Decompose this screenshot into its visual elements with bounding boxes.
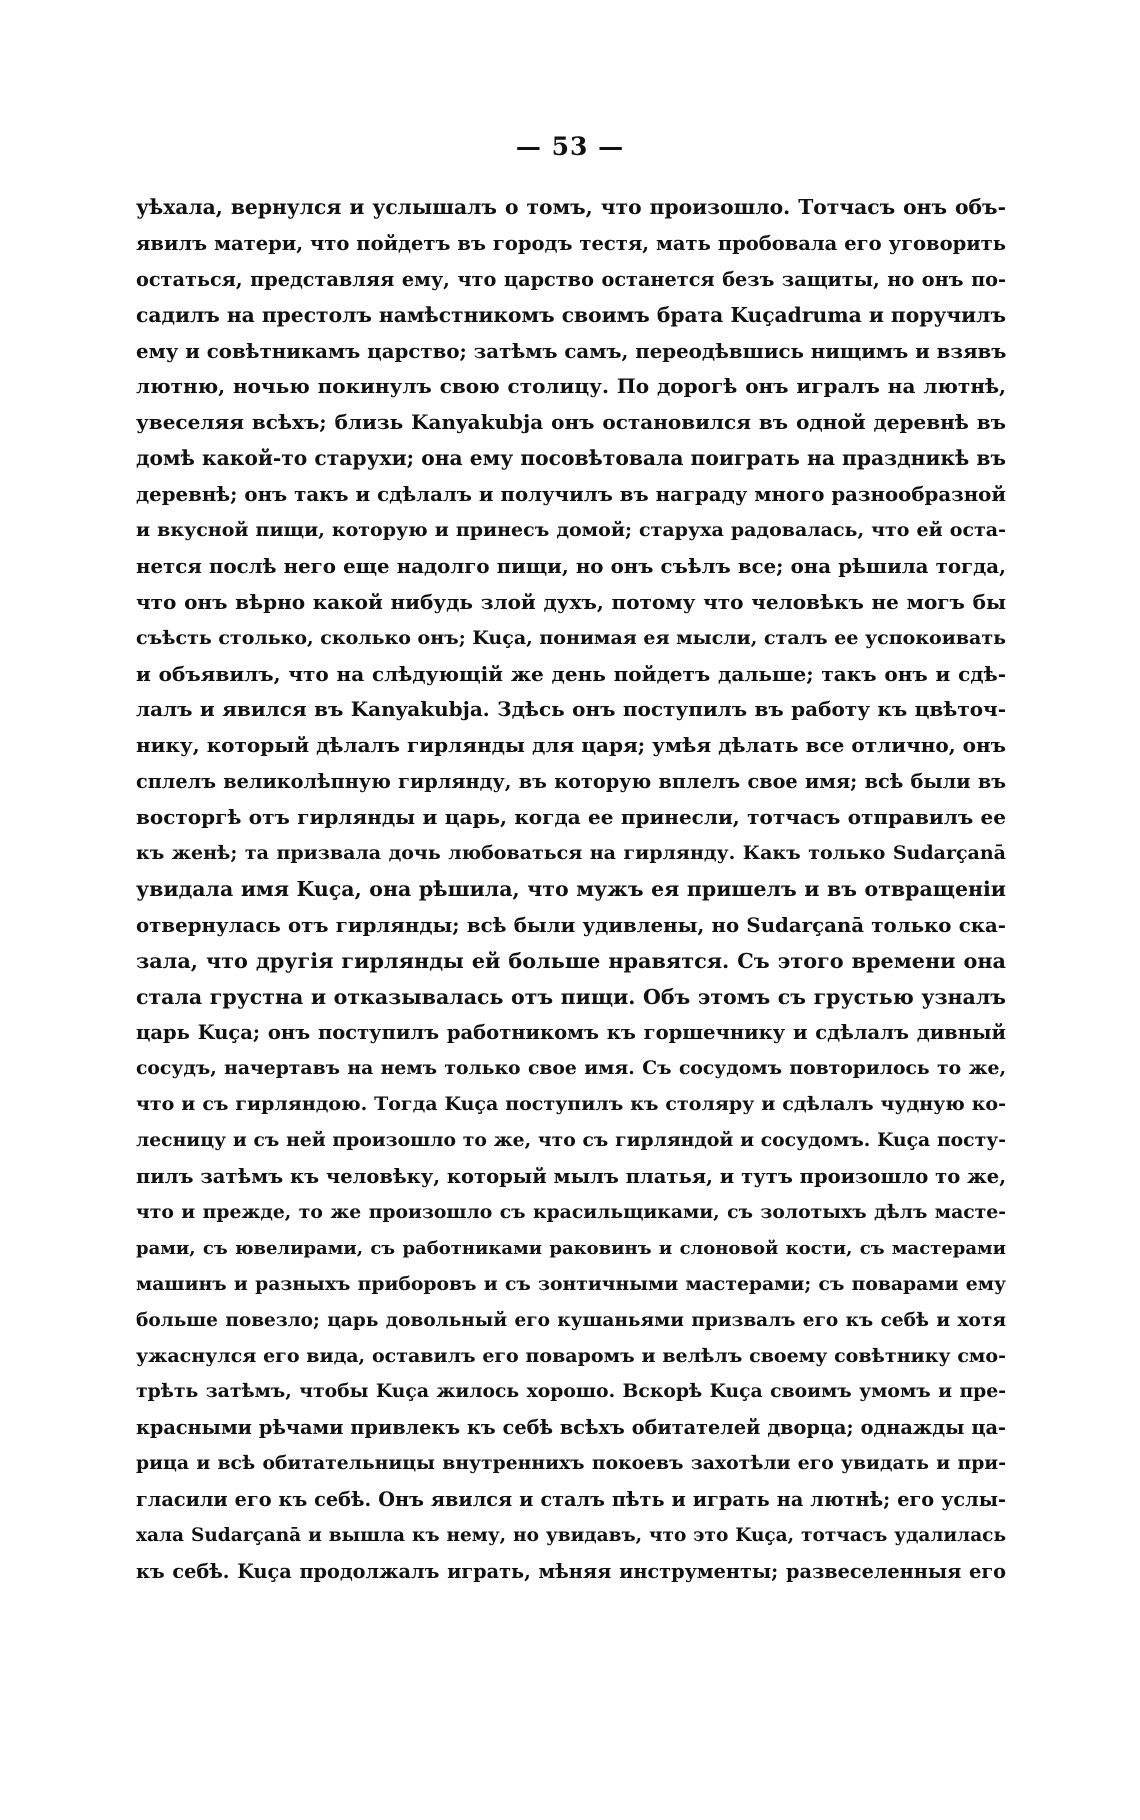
text-line: и объявилъ, что на слѣдующій же день пойдетъ дальше; такъ онъ и сдѣ- (136, 661, 1006, 686)
text-line: рами, съ ювелирами, съ работниками раковинъ и слоновой кости, съ мастерами (136, 1237, 1006, 1259)
text-line: къ женѣ; та призвала дочь любоваться на гирлянду. Какъ только Sudarçanā (136, 842, 1006, 865)
text-line: увидала имя Kuça, она рѣшила, что мужъ ея пришелъ и въ отвращеніи (136, 876, 1006, 901)
text-line: лютню, ночью покинулъ свою столицу. По дорогѣ онъ игралъ на лютнѣ, (136, 374, 1006, 399)
text-line: больше повезло; царь довольный его кушаньями призвалъ его къ себѣ и хотя (136, 1309, 1006, 1331)
text-line: лесницу и съ ней произошло то же, что съ гирляндой и сосудомъ. Kuça посту- (136, 1129, 1006, 1152)
text-line: садилъ на престолъ намѣстникомъ своимъ брата Kuçadruma и поручилъ (136, 302, 1006, 327)
text-line: уѣхала, вернулся и услышалъ о томъ, что произошло. Тотчасъ онъ объ- (136, 195, 1006, 219)
text-line: явилъ матери, что пойдетъ въ городъ тестя, мать пробовала его уговорить (136, 231, 1006, 255)
text-line: что и съ гирляндою. Тогда Kuça поступилъ къ столяру и сдѣлалъ чудную ко- (136, 1093, 1006, 1116)
body-text (136, 190, 1006, 1590)
text-line: отвернулась отъ гирлянды; всѣ были удивлены, но Sudarçanā только ска- (136, 912, 1006, 937)
text-line: увеселяя всѣхъ; близь Kanyakubja онъ остановился въ одной деревнѣ въ (136, 410, 1006, 435)
text-line: что и прежде, то же произошло съ красильщиками, съ золотыхъ дѣлъ масте- (136, 1200, 1006, 1223)
text-line: нику, который дѣлалъ гирлянды для царя; умѣя дѣлать все отлично, онъ (136, 733, 1006, 758)
text-line: пилъ затѣмъ къ человѣку, который мылъ платья, и тутъ произошло то же, (136, 1165, 1006, 1189)
text-line: съѣсть столько, сколько онъ; Kuça, понимая ея мысли, сталъ ее успокоивать (136, 626, 1006, 649)
text-line: деревнѣ; онъ такъ и сдѣлалъ и получилъ въ награду много разнообразной (136, 482, 1006, 507)
text-line: хала Sudarçanā и вышла къ нему, но увидавъ, что это Kuça, тотчасъ удалилась (136, 1524, 1006, 1546)
text-line: зала, что другія гирлянды ей больше нравятся. Съ этого времени она (136, 948, 1006, 973)
text-line: красными рѣчами привлекъ къ себѣ всѣхъ обитателей дворца; однажды ца- (136, 1416, 1006, 1440)
page-number: — 53 — (515, 132, 625, 161)
text-line: что онъ вѣрно какой нибудь злой духъ, потому что человѣкъ не могъ бы (136, 589, 1006, 614)
text-line: царь Kuça; онъ поступилъ работникомъ къ горшечнику и сдѣлалъ дивный (136, 1021, 1006, 1045)
text-line: рица и всѣ обитательницы внутреннихъ покоевъ захотѣли его увидать и при- (136, 1452, 1006, 1475)
text-line: ему и совѣтникамъ царство; затѣмъ самъ, переодѣвшись нищимъ и взявъ (136, 338, 1006, 363)
text-line: нется послѣ него еще надолго пищи, но онъ съѣлъ все; она рѣшила тогда, (136, 553, 1006, 578)
text-line: и вкусной пищи, которую и принесъ домой; старуха радовалась, что ей оста- (136, 519, 1006, 542)
text-line: сплелъ великолѣпную гирлянду, въ которую вплелъ свое имя; всѣ были въ (136, 770, 1006, 794)
text-line: трѣть затѣмъ, чтобы Kuça жилось хорошо. Вскорѣ Kuça своимъ умомъ и пре- (136, 1380, 1006, 1403)
text-line: сосудъ, начертавъ на немъ только свое имя. Съ сосудомъ повторилось то же, (136, 1057, 1006, 1080)
text-line: къ себѣ. Kuça продолжалъ играть, мѣняя инструменты; развеселенныя его (136, 1559, 1006, 1583)
text-line: ужаснулся его вида, оставилъ его поваромъ и велѣлъ своему совѣтнику смо- (136, 1344, 1006, 1367)
text-line: гласили его къ себѣ. Онъ явился и сталъ пѣть и играть на лютнѣ; его услы- (136, 1488, 1006, 1512)
text-line: восторгѣ отъ гирлянды и царь, когда ее принесли, тотчасъ отправилъ ее (136, 805, 1006, 830)
text-line: стала грустна и отказывалась отъ пищи. Объ этомъ съ грустью узналъ (136, 984, 1006, 1009)
text-line: остаться, представляя ему, что царство останется безъ защиты, но онъ по- (136, 267, 1006, 291)
text-line: машинъ и разныхъ приборовъ и съ зонтичными мастерами; съ поварами ему (136, 1272, 1006, 1295)
text-line: домѣ какой-то старухи; она ему посовѣтовала поиграть на праздникѣ въ (136, 446, 1006, 471)
text-line: лалъ и явился въ Kanyakubja. Здѣсь онъ поступилъ въ работу къ цвѣточ- (136, 697, 1006, 722)
